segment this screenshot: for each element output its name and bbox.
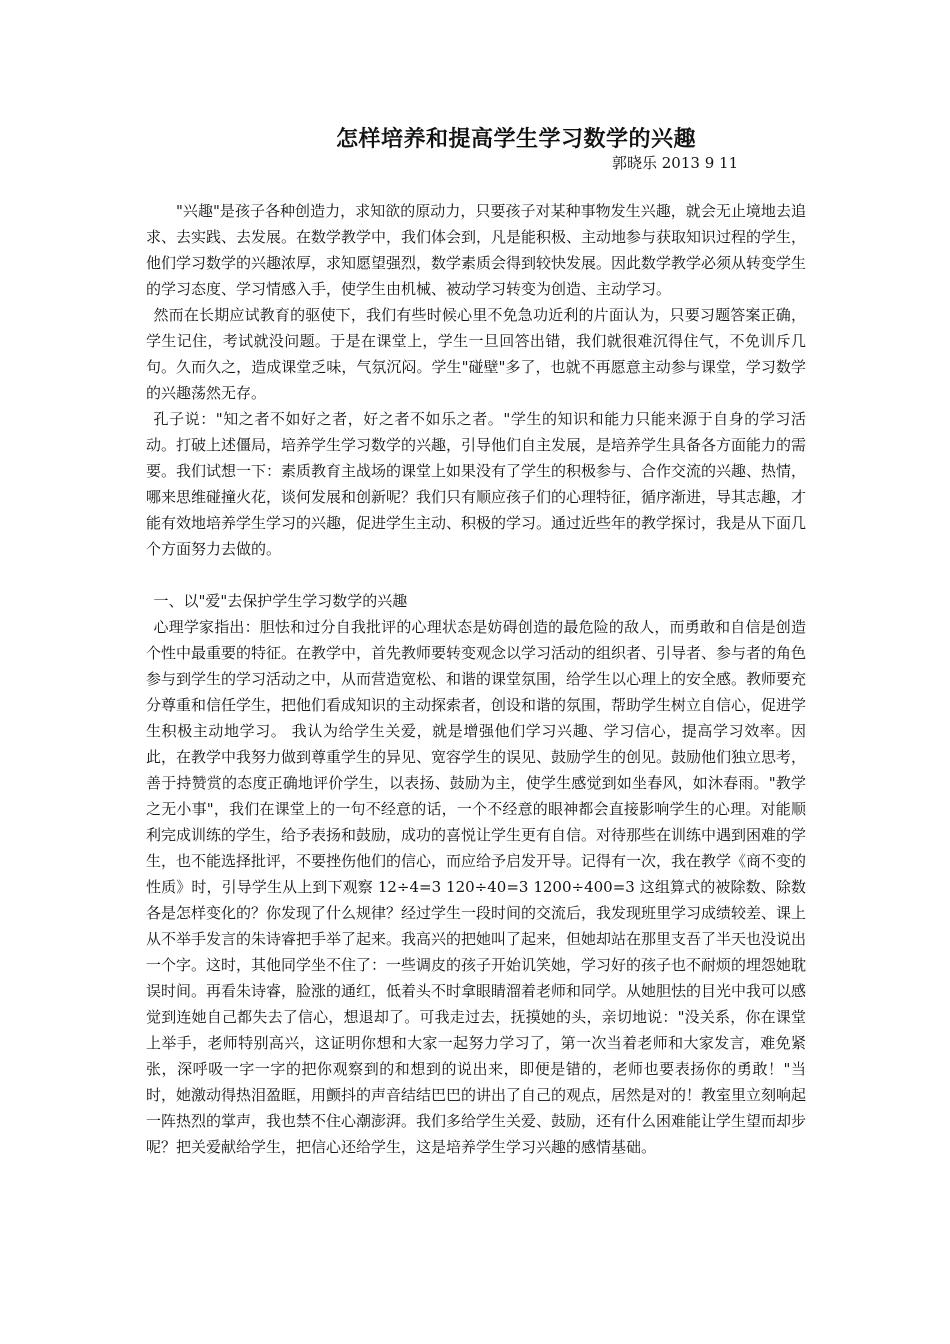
- section-heading: 一、以"爱"去保护学生学习数学的兴趣: [153, 592, 408, 610]
- body-paragraph: 孔子说："知之者不如好之者，好之者不如乐之者。"学生的知识和能力只能来源于自身的学习活动。打破上述僵局，培养学生学习数学的兴趣，引导他们自主发展，是培养学生具备各方面能力的需要。我们试想一下：素质教育主战场的课堂上如果没有了学生的积极参与、合作交流的兴趣、热情，哪来思维碰撞火花，谈何发展和创新呢？我们只有顺应孩子们的心理特征，循序渐进，导其志趣，才能有效地培养学生学习的兴趣，促进学生主动、积极的学习。通过近些年的教学探讨，我是从下面几个方面努力去做的。: [146, 410, 807, 558]
- author-date-line: 郭晓乐 2013 9 11: [612, 154, 739, 172]
- document-body: [146, 198, 806, 1160]
- body-paragraph: 然而在长期应试教育的驱使下，我们有些时候心里不免急功近利的片面认为，只要习题答案正确，学生记住，考试就没问题。于是在课堂上，学生一旦回答出错，我们就很难沉得住气，不免训斥几句。久而久之，造成课堂乏味，气氛沉闷。学生"碰壁"多了，也就不再愿意主动参与课堂，学习数学的兴趣荡然无存。: [146, 306, 806, 402]
- document-title: 怎样培养和提高学生学习数学的兴趣: [336, 126, 697, 152]
- section-paragraph: 心理学家指出：胆怯和过分自我批评的心理状态是妨碍创造的最危险的敌人，而勇敢和自信是创造个性中最重要的特征。在教学中，首先教师要转变观念以学习活动的组织者、引导者、参与者的角色参与到学生的学习活动之中，从而营造宽松、和谐的课堂氛围，给学生以心理上的安全感。教师要充分尊重和信任学生，把他们看成知识的主动探索者，创设和谐的氛围，帮助学生树立自信心，促进学生积极主动地学习。 我认为给学生关爱，就是增强他们学习兴趣、学习信心，提高学习效率。因此，在教学中我努力做到尊重学生的异见、宽容学生的误见、鼓励学生的创见。鼓励他们独立思考，善于持赞赏的态度正确地评价学生，以表扬、鼓励为主，使学生感觉到如坐春风，如沐春雨。"教学之无小事"，我们在课堂上的一句不经意的话，一个不经意的眼神都会直接影响学生的心理。对能顺利完成训练的学生，给予表扬和鼓励，成功的喜悦让学生更有自信。对待那些在训练中遇到困难的学生，也不能选择批评，不要挫伤他们的信心，而应给予启发开导。记得有一次，我在教学《商不变的性质》时，引导学生从上到下观察 12÷4=3 120÷40=3 1200÷400=3 这组算式的被除数、除数各是怎样变化的？你发现了什么规律？经过学生一段时间的交流后，我发现班里学习成绩较差、课上从不举手发言的朱诗睿把手举了起来。我高兴的把她叫了起来，但她却站在那里支吾了半天也没说出一个字。这时，其他同学坐不住了：一些调皮的孩子开始讥笑她，学习好的孩子也不耐烦的埋怨她耽误时间。再看朱诗睿，脸涨的通红，低着头不时拿眼睛溜着老师和同学。从她胆怯的目光中我可以感觉到连她自己都失去了信心，想退却了。可我走过去，抚摸她的头，亲切地说："没关系，你在课堂上举手，老师特别高兴，这证明你想和大家一起努力学习了，第一次当着老师和大家发言，难免紧张，深呼吸一字一字的把你观察到的和想到的说出来，即便是错的，老师也要表扬你的勇敢！"当时，她激动得热泪盈眶，用颤抖的声音结结巴巴的讲出了自己的观点，居然是对的！教室里立刻响起一阵热烈的掌声，我也禁不住心潮澎湃。我们多给学生关爱、鼓励，还有什么困难能让学生望而却步呢？把关爱献给学生，把信心还给学生，这是培养学生学习兴趣的感情基础。: [146, 618, 807, 1156]
- paragraph-spacer: [146, 562, 806, 588]
- intro-paragraph: "兴趣"是孩子各种创造力，求知欲的原动力，只要孩子对某种事物发生兴趣，就会无止境地去追求、去实践、去发展。在数学教学中，我们体会到，凡是能积极、主动地参与获取知识过程的学生，他们学习数学的兴趣浓厚，求知愿望强烈，数学素质会得到较快发展。因此数学教学必须从转变学生的学习态度、学习情感入手，使学生由机械、被动学习转变为创造、主动学习。: [146, 202, 807, 298]
